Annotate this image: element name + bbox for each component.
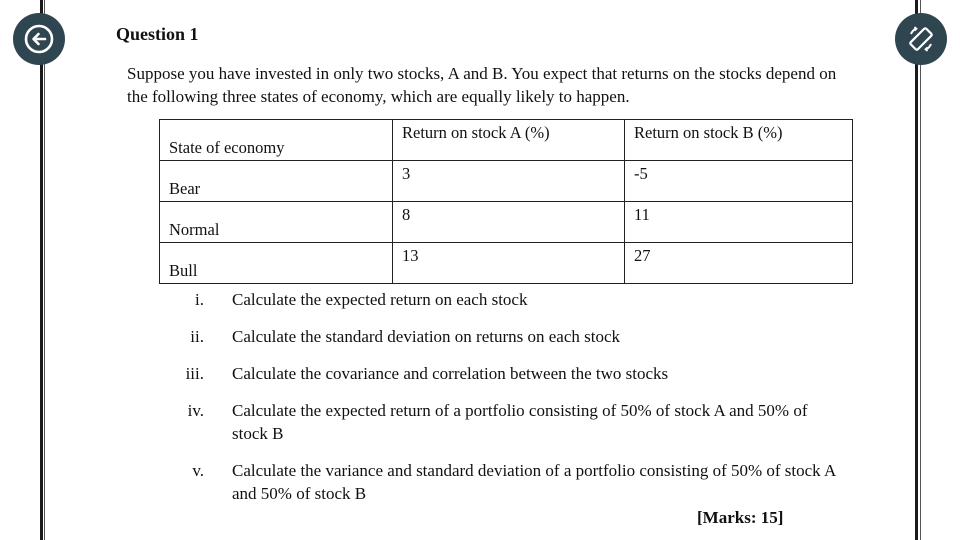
item-number: v. (192, 461, 204, 480)
back-button[interactable] (13, 13, 65, 65)
page-edge-left-inner (44, 0, 45, 540)
table-header-row (160, 120, 853, 161)
cell-return-a: 13 (393, 243, 625, 284)
cell-return-a: 3 (393, 161, 625, 202)
item-text: Calculate the expected return of a portfolio consisting of 50% of stock A and 50% of stock B (232, 401, 808, 443)
arrow-left-circle-icon (22, 22, 56, 56)
page-edge-right (915, 0, 918, 540)
cell-state: Bull (160, 243, 393, 284)
page-edge-left (40, 0, 43, 540)
item-number: i. (195, 290, 204, 309)
header-state: State of economy (160, 120, 393, 161)
returns-table (159, 119, 853, 284)
question-intro: Suppose you have invested in only two stocks, A and B. You expect that returns on the stocks depend on the following three states of economy, which are equally likely to happen. (127, 64, 837, 106)
rotate-screen-button[interactable] (895, 13, 947, 65)
item-text: Calculate the covariance and correlation between the two stocks (232, 364, 669, 383)
cell-state: Bear (160, 161, 393, 202)
item-text: Calculate the expected return on each stock (232, 290, 528, 309)
item-number: ii. (190, 327, 204, 346)
cell-return-a: 8 (393, 202, 625, 243)
page-edge-right-inner (920, 0, 921, 540)
item-text: Calculate the standard deviation on returns on each stock (232, 327, 621, 346)
table-row (160, 161, 853, 202)
header-return-a: Return on stock A (%) (393, 120, 625, 161)
cell-state: Normal (160, 202, 393, 243)
cell-return-b: 27 (625, 243, 853, 284)
marks-label: [Marks: 15] (697, 508, 784, 527)
screen-rotate-icon (904, 22, 938, 56)
question-title: Question 1 (116, 24, 199, 44)
table-row (160, 202, 853, 243)
item-text: Calculate the variance and standard deviation of a portfolio consisting of 50% of stock A and 50% of stock B (232, 461, 836, 503)
table-row (160, 243, 853, 284)
cell-return-b: -5 (625, 161, 853, 202)
item-number: iii. (185, 364, 204, 383)
cell-return-b: 11 (625, 202, 853, 243)
header-return-b: Return on stock B (%) (625, 120, 853, 161)
item-number: iv. (187, 401, 204, 420)
